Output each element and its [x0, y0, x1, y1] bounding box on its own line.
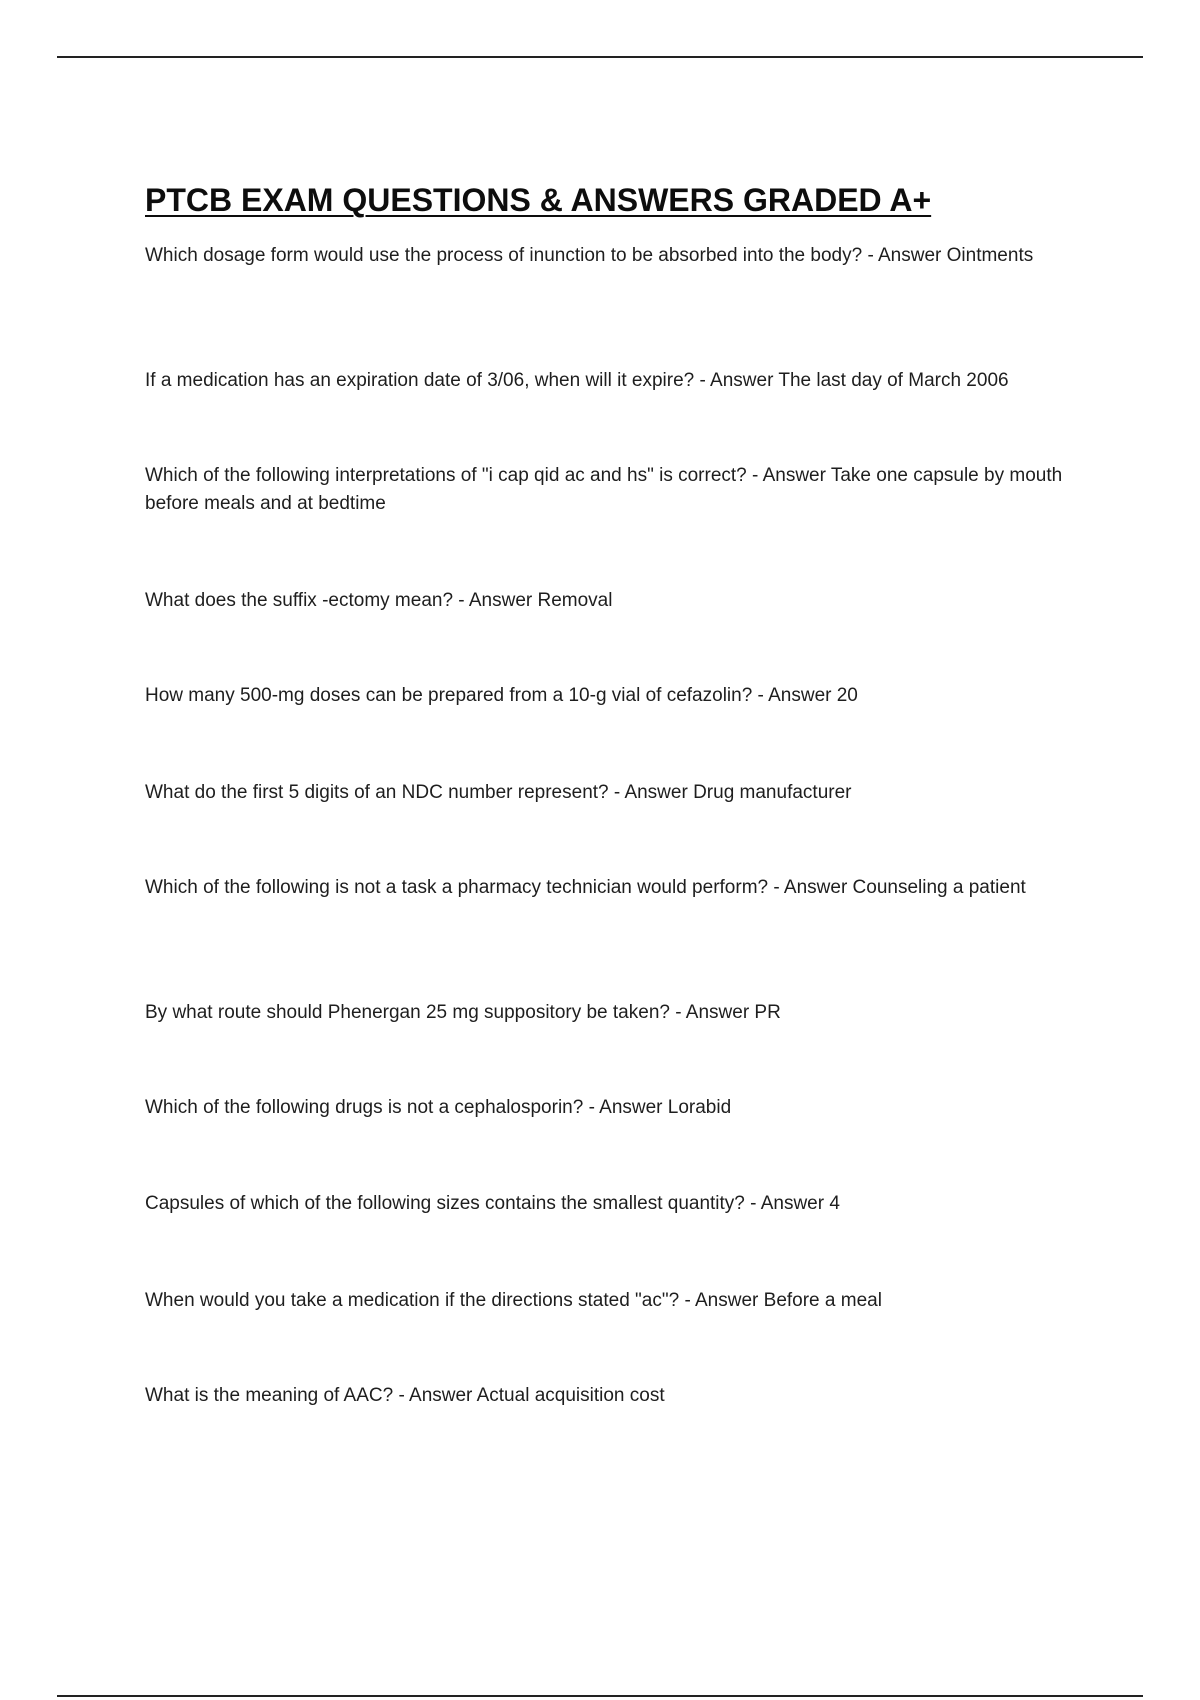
- bottom-rule: [57, 1695, 1143, 1697]
- qa-item-9: Which of the following drugs is not a cephalosporin? - Answer Lorabid: [145, 1097, 732, 1118]
- qa-item-2: If a medication has an expiration date of 3/06, when will it expire? - Answer The last day of March 2006: [145, 370, 1009, 391]
- qa-item-3: Which of the following interpretations of "i cap qid ac and hs" is correct? - Answer Take one capsule by mouth before meals and at bedtime: [145, 465, 1063, 514]
- qa-item-12: What is the meaning of AAC? - Answer Actual acquisition cost: [145, 1385, 665, 1406]
- qa-item-10: Capsules of which of the following sizes contains the smallest quantity? - Answer 4: [145, 1193, 840, 1214]
- qa-item-5: How many 500-mg doses can be prepared from a 10-g vial of cefazolin? - Answer 20: [145, 685, 858, 706]
- top-rule: [57, 56, 1143, 58]
- qa-item-4: What does the suffix -ectomy mean? - Answer Removal: [145, 590, 613, 611]
- qa-item-7: Which of the following is not a task a pharmacy technician would perform? - Answer Counseling a patient: [145, 877, 1026, 898]
- document-title: PTCB EXAM QUESTIONS & ANSWERS GRADED A+: [145, 182, 932, 218]
- qa-item-8: By what route should Phenergan 25 mg suppository be taken? - Answer PR: [145, 1002, 781, 1023]
- qa-item-11: When would you take a medication if the directions stated "ac"? - Answer Before a meal: [145, 1290, 882, 1311]
- qa-item-6: What do the first 5 digits of an NDC number represent? - Answer Drug manufacturer: [145, 782, 852, 803]
- qa-item-1: Which dosage form would use the process of inunction to be absorbed into the body? - Answer Ointments: [145, 245, 1034, 266]
